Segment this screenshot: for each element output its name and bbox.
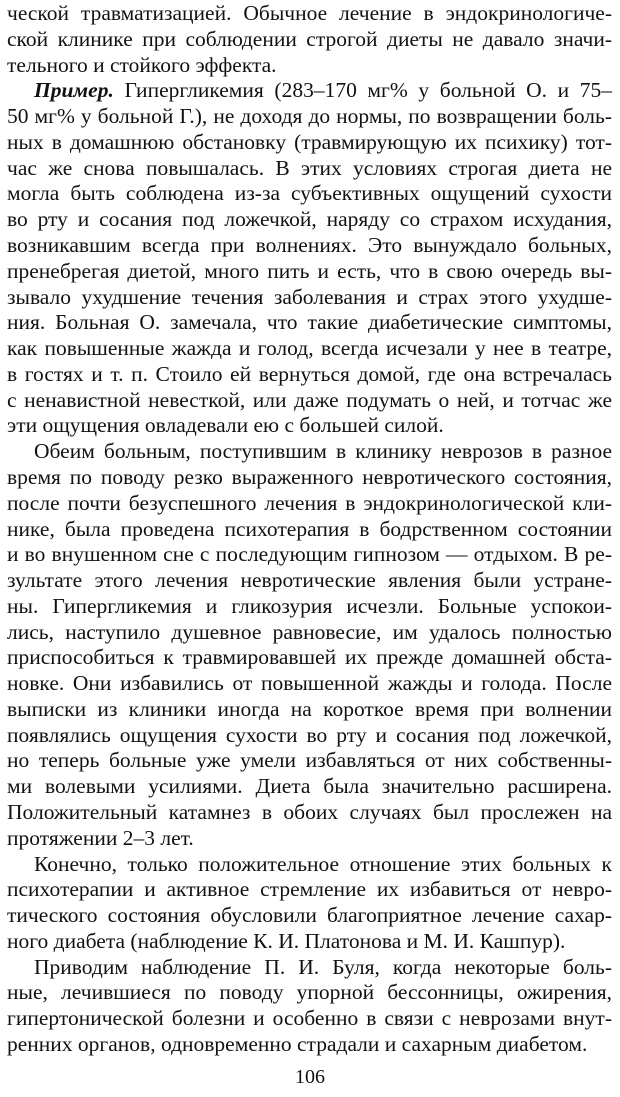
text-line: ных в домашнюю обстановку (травмирующую их психику) тот- bbox=[7, 130, 612, 154]
text-line: ния. Больная О. замечала, что такие диабетические симптомы, bbox=[7, 310, 612, 334]
text-line: с ненавистной невесткой, или даже подумать о ней, и тотчас же bbox=[7, 388, 612, 412]
text-line: ны. Гипергликемия и гликозурия исчезли. Больные успокои- bbox=[7, 594, 612, 618]
text-line: Обеим больным, поступившим в клинику неврозов в разное bbox=[34, 439, 612, 463]
text-line: зывало ухудшение течения заболевания и страх этого ухудше- bbox=[7, 285, 612, 309]
example-label: Пример. bbox=[34, 78, 114, 102]
text-line: ренних органов, одновременно страдали и сахарным диабетом. bbox=[7, 1032, 588, 1056]
text-line: нике, была проведена психотерапия в бодрственном состоянии bbox=[7, 517, 612, 541]
text-line: Конечно, только положительное отношение этих больных к bbox=[34, 852, 612, 876]
text-line: пренебрегая диетой, много пить и есть, что в свою очередь вы- bbox=[7, 259, 612, 283]
text-line: лись, наступило душевное равновесие, им удалось полностью bbox=[7, 620, 612, 644]
text-line: протяжении 2–3 лет. bbox=[7, 826, 194, 850]
page-number: 106 bbox=[295, 1066, 325, 1088]
text-line: как повышенные жажда и голод, всегда исчезали у нее в театре, bbox=[7, 336, 612, 360]
text-span: Гипергликемия (283–170 мг% у больной О. и 75– bbox=[113, 78, 612, 102]
text-line: выписки из клиники иногда на короткое время при волнении bbox=[7, 697, 612, 721]
text-line: Приводим наблюдение П. И. Буля, когда некоторые боль- bbox=[34, 955, 612, 979]
text-line: время по поводу резко выраженного невротического состояния, bbox=[7, 465, 612, 489]
text-line: могла быть соблюдена из-за субъективных ощущений сухости bbox=[7, 181, 612, 205]
text-line: после почти безуспешного лечения в эндокринологической кли- bbox=[7, 491, 612, 515]
text-line: тельного и стойкого эффекта. bbox=[7, 53, 277, 77]
text-line: возникавшим всегда при волнениях. Это вынуждало больных, bbox=[7, 233, 612, 257]
text-line: приспособиться к травмировавшей их прежде домашней обста- bbox=[7, 645, 612, 669]
text-line: эти ощущения овладевали ею с большей силой. bbox=[7, 413, 444, 437]
text-line: во рту и сосания под ложечкой, наряду со страхом исхудания, bbox=[7, 207, 612, 231]
text-line: в гостях и т. п. Стоило ей вернуться домой, где она встречалась bbox=[7, 362, 612, 386]
text-line: 50 мг% у больной Г.), не доходя до нормы, по возвращении боль- bbox=[7, 104, 612, 128]
text-line: психотерапии и активное стремление их избавиться от невро- bbox=[7, 877, 612, 901]
text-line: ные, лечившиеся по поводу упорной бессонницы, ожирения, bbox=[7, 980, 612, 1004]
text-line: и во внушенном сне с последующим гипнозом — отдыхом. В ре- bbox=[7, 542, 612, 566]
text-line: но теперь больные уже умели избавляться от них собственны- bbox=[7, 748, 612, 772]
text-line: час же снова повышалась. В этих условиях строгая диета не bbox=[7, 156, 612, 180]
text-line: ного диабета (наблюдение К. И. Платонова и М. И. Кашпур). bbox=[7, 929, 566, 953]
text-line: гипертонической болезни и особенно в связи с неврозами внут- bbox=[7, 1006, 612, 1030]
text-line: ческой травматизацией. Обычное лечение в эндокринологиче- bbox=[7, 1, 612, 25]
text-line: тического состояния обусловили благоприятное лечение сахар- bbox=[7, 903, 612, 927]
text-line: ской клинике при соблюдении строгой диеты не давало значи- bbox=[7, 27, 612, 51]
text-line: новке. Они избавились от повышенной жажды и голода. После bbox=[7, 671, 612, 695]
text-line: ми волевыми усилиями. Диета была значительно расширена. bbox=[7, 774, 612, 798]
text-line: Положительный катамнез в обоих случаях был прослежен на bbox=[7, 800, 612, 824]
text-line: появлялись ощущения сухости во рту и сосания под ложечкой, bbox=[7, 723, 612, 747]
text-line: зультате этого лечения невротические явления были устране- bbox=[7, 568, 612, 592]
